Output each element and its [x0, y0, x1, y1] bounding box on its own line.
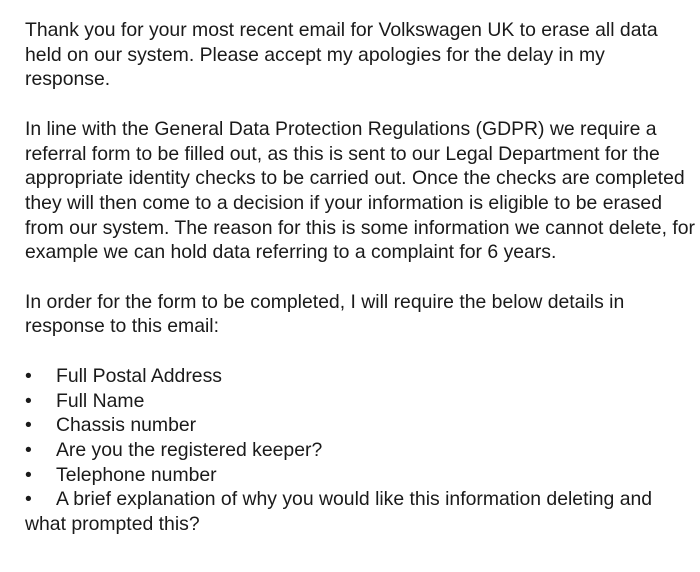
list-item-text: Full Postal Address	[56, 364, 222, 387]
required-details-list	[25, 364, 695, 537]
list-item	[25, 389, 695, 414]
bullet-icon: •	[25, 438, 32, 461]
list-item	[25, 413, 695, 438]
email-body	[25, 18, 695, 537]
bullet-icon: •	[25, 389, 32, 412]
list-item-text: Full Name	[56, 389, 145, 412]
paragraph-thank-you: Thank you for your most recent email for Volkswagen UK to erase all data held on our system. Please accept my apologies for the delay in my response.	[25, 19, 658, 91]
bullet-icon: •	[25, 463, 32, 486]
list-item-text: A brief explanation of why you would like this information deleting and what prompted this?	[25, 488, 653, 536]
list-item-text: Are you the registered keeper?	[56, 438, 323, 461]
list-item	[25, 463, 695, 488]
bullet-icon: •	[25, 414, 32, 437]
bullet-icon: •	[25, 488, 32, 511]
bullet-icon: •	[25, 364, 32, 387]
paragraph-gdpr: In line with the General Data Protection Regulations (GDPR) we require a referral form to be filled out, as this is sent to our Legal Department for the appropriate identity checks to be carried out. Once the checks are completed they will then come to a decision if your information is eligible to be erased from our system. The reason for this is some information we cannot delete, for example we can hold data referring to a complaint for 6 years.	[25, 117, 695, 264]
paragraph-form-request: In order for the form to be completed, I will require the below details in response to this email:	[25, 290, 625, 338]
list-item-text: Chassis number	[56, 414, 197, 437]
list-item-text: Telephone number	[56, 463, 217, 486]
list-item	[25, 364, 695, 389]
list-item	[25, 487, 695, 536]
list-item	[25, 438, 695, 463]
